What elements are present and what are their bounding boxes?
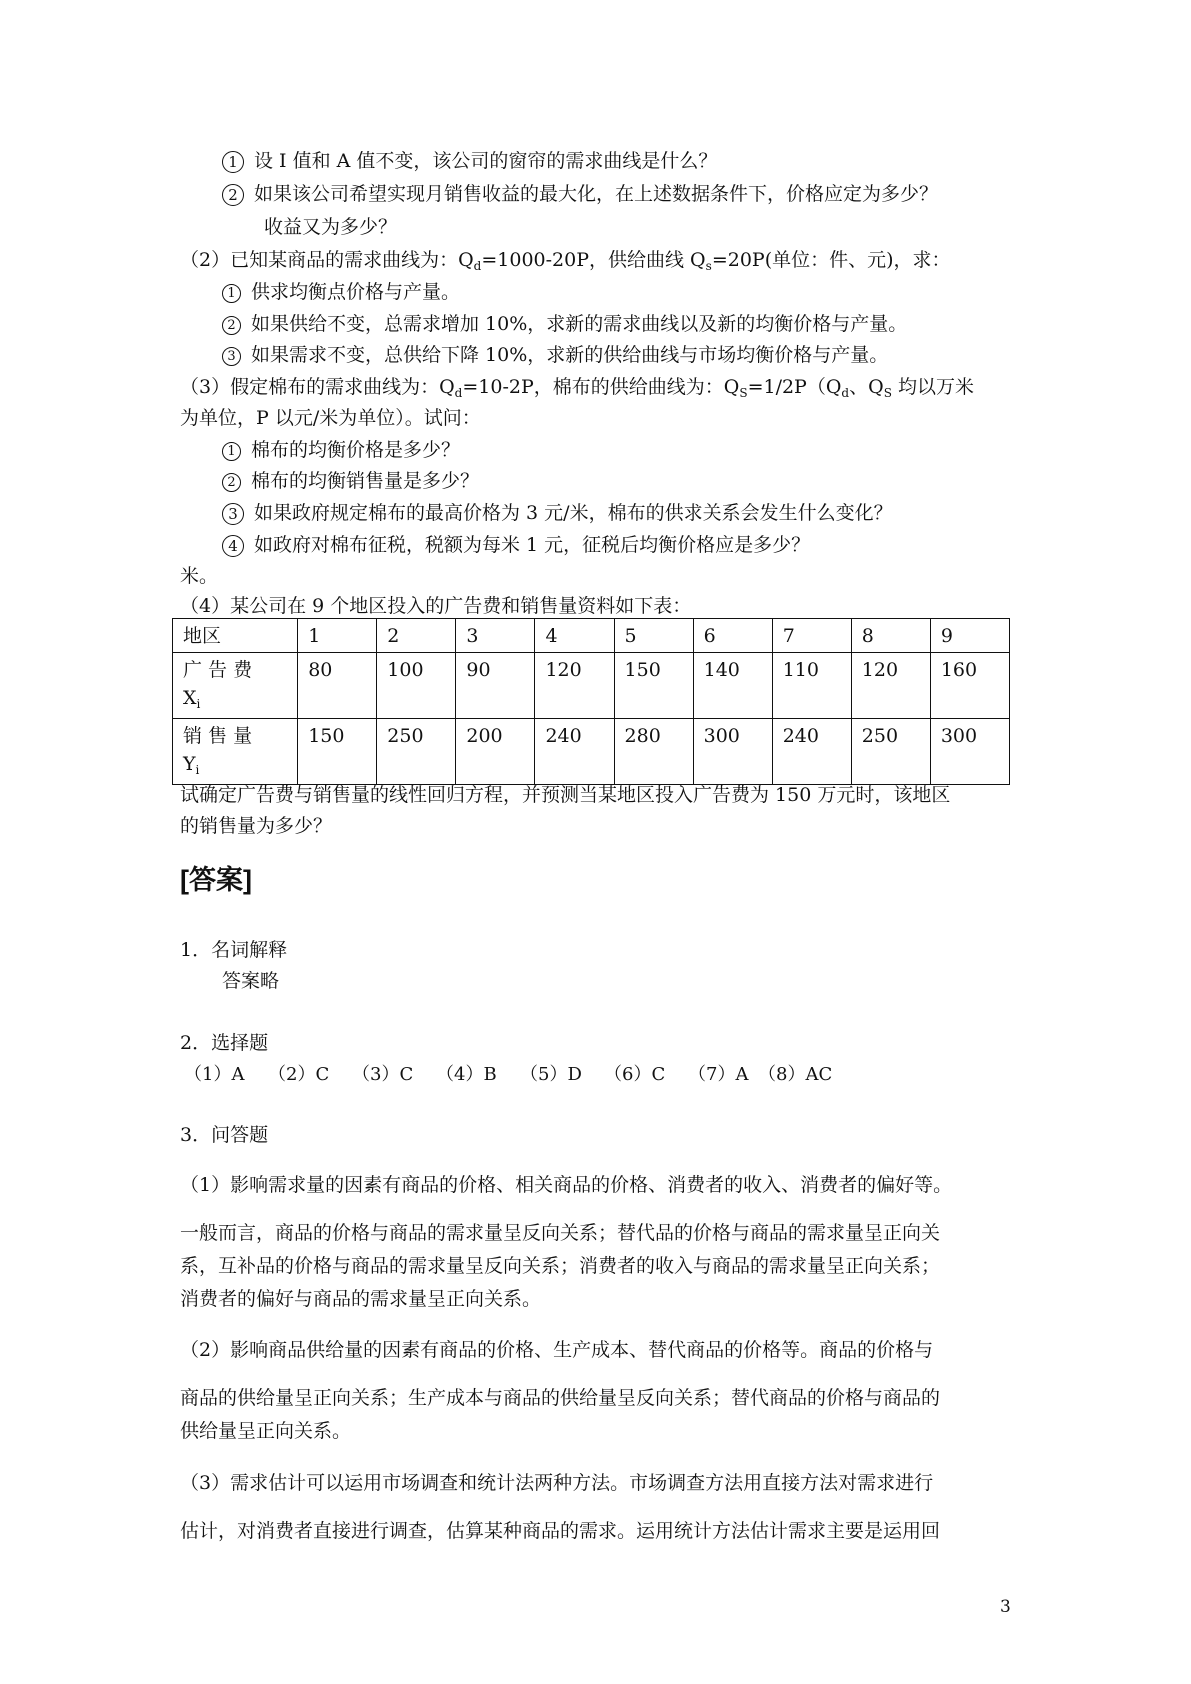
- variable-y: Y: [183, 753, 196, 775]
- table-cell: 160: [930, 653, 1009, 719]
- q3-item-2: [222, 468, 479, 494]
- subscript-d: d: [454, 386, 463, 400]
- answer-p3-line-1: （3）需求估计可以运用市场调查和统计法两种方法。市场调查方法用直接方法对需求进行: [180, 1472, 934, 1494]
- table-cell: 2: [377, 619, 456, 653]
- table-cell: 6: [693, 619, 772, 653]
- circled-number-3: 3: [222, 347, 241, 366]
- answer-p1-line-4: 消费者的偏好与商品的需求量呈正向关系。: [180, 1288, 542, 1310]
- row-label-text: 广 告 费: [183, 659, 253, 681]
- table-row-label: [173, 719, 298, 785]
- q2-stem-part: （2）已知某商品的需求曲线为：Q: [180, 249, 474, 271]
- answer-p2-line-2: 商品的供给量呈正向关系；生产成本与商品的供给量呈反向关系；替代商品的价格与商品的: [180, 1387, 941, 1409]
- section-1-body: 答案略: [222, 970, 280, 992]
- table-cell: 1: [298, 619, 377, 653]
- q2-item-1-text: 供求均衡点价格与产量。: [251, 281, 461, 303]
- q3-stem-part: 、Q: [849, 376, 884, 398]
- q3-stem-part: =1/2P（Q: [747, 376, 842, 398]
- table-cell: 110: [772, 653, 851, 719]
- section-2-title: 2．选择题: [180, 1032, 269, 1054]
- page-number: 3: [1000, 1597, 1011, 1617]
- choice-answers: [0, 1062, 1191, 1088]
- table-cell: 250: [851, 719, 930, 785]
- table-cell: 200: [456, 719, 535, 785]
- subscript-i: i: [195, 763, 200, 777]
- q3-stem-line-2: 为单位，P 以元/米为单位）。试问：: [180, 407, 481, 429]
- q3-item-2-text: 棉布的均衡销售量是多少？: [251, 470, 480, 492]
- circled-number-1: 1: [222, 151, 244, 173]
- q3-stem-part: 均以万米: [891, 376, 974, 398]
- table-cell: 120: [851, 653, 930, 719]
- q3-item-1: [222, 437, 460, 463]
- table-cell: 140: [693, 653, 772, 719]
- q3-tail: 米。: [180, 565, 219, 587]
- circled-number-3: 3: [222, 503, 244, 525]
- choice-answer: （7）A: [688, 1064, 749, 1085]
- circled-number-2: 2: [222, 316, 241, 335]
- q2-item-2: [222, 311, 907, 337]
- q2-item-3-text: 如果需求不变，总供给下降 10%，求新的供给曲线与市场均衡价格与产量。: [251, 344, 889, 366]
- circled-number-4: 4: [222, 535, 244, 557]
- table-header-label: 地区: [173, 619, 298, 653]
- table-row-label: [173, 653, 298, 719]
- table-cell: 4: [535, 619, 614, 653]
- table-cell: 250: [377, 719, 456, 785]
- section-1-title: 1．名词解释: [180, 939, 288, 961]
- q1-item-1-text: 设 I 值和 A 值不变，该公司的窗帘的需求曲线是什么？: [254, 150, 718, 172]
- table-cell: 240: [772, 719, 851, 785]
- choice-answer: （5）D: [520, 1064, 582, 1085]
- circled-number-1: 1: [222, 284, 241, 303]
- section-3-title: 3．问答题: [180, 1124, 269, 1146]
- answer-p2-line-1: （2）影响商品供给量的因素有商品的价格、生产成本、替代商品的价格等。商品的价格与: [180, 1339, 934, 1361]
- q3-stem: [180, 374, 974, 406]
- table-cell: 120: [535, 653, 614, 719]
- q2-stem-part: =1000-20P，供给曲线 Q: [481, 249, 706, 271]
- table-cell: 300: [693, 719, 772, 785]
- answer-p3-line-2: 估计，对消费者直接进行调查，估算某种商品的需求。运用统计方法估计需求主要是运用回: [180, 1520, 941, 1542]
- subscript-S: S: [883, 386, 892, 400]
- q4-intro: （4）某公司在 9 个地区投入的广告费和销售量资料如下表：: [180, 595, 692, 617]
- row-label-variable: [183, 684, 288, 718]
- table-cell: 7: [772, 619, 851, 653]
- q1-item-2-text: 如果该公司希望实现月销售收益的最大化，在上述数据条件下，价格应定为多少？: [254, 183, 939, 205]
- subscript-d: d: [841, 386, 850, 400]
- answer-p1-line-1: （1）影响需求量的因素有商品的价格、相关商品的价格、消费者的收入、消费者的偏好等。: [180, 1174, 953, 1196]
- q2-item-1: [222, 279, 460, 305]
- variable-x: X: [183, 687, 197, 709]
- table-cell: 90: [456, 653, 535, 719]
- row-label-text: 销 售 量: [183, 725, 253, 747]
- subscript-s: s: [705, 259, 712, 273]
- row-label-variable: [183, 750, 288, 784]
- q3-item-4-text: 如政府对棉布征税，税额为每米 1 元，征税后均衡价格应是多少？: [254, 534, 811, 556]
- table-row-sales: [173, 719, 1010, 785]
- q3-item-3-text: 如果政府规定棉布的最高价格为 3 元/米，棉布的供求关系会发生什么变化？: [254, 502, 893, 524]
- q4-question-line-1: 试确定广告费与销售量的线性回归方程，并预测当某地区投入广告费为 150 万元时，该地区: [180, 784, 951, 806]
- choice-answer: （3）C: [352, 1064, 414, 1085]
- q2-item-3: [222, 342, 888, 368]
- circled-number-2: 2: [222, 473, 241, 492]
- table-row-header: [173, 619, 1010, 653]
- table-cell: 8: [851, 619, 930, 653]
- choice-answer: （4）B: [436, 1064, 497, 1085]
- q2-stem: [180, 247, 951, 279]
- q4-question-line-2: 的销售量为多少？: [180, 815, 333, 837]
- q3-item-4: [222, 532, 810, 558]
- q1-item-1: [222, 148, 717, 174]
- subscript-d: d: [473, 259, 482, 273]
- answer-p1-line-3: 系，互补品的价格与商品的需求量呈反向关系；消费者的收入与商品的需求量呈正向关系；: [180, 1255, 941, 1277]
- choice-answer: （1）A: [184, 1064, 245, 1085]
- answer-p1-line-2: 一般而言，商品的价格与商品的需求量呈反向关系；替代品的价格与商品的需求量呈正向关: [180, 1222, 941, 1244]
- table-cell: 80: [298, 653, 377, 719]
- table-cell: 100: [377, 653, 456, 719]
- q3-item-3: [222, 500, 893, 526]
- q2-stem-part: =20P(单位：件、元)，求：: [711, 249, 951, 271]
- q3-stem-part: =10-2P，棉布的供给曲线为：Q: [462, 376, 740, 398]
- circled-number-1: 1: [222, 442, 241, 461]
- circled-number-2: 2: [222, 184, 244, 206]
- table-cell: 150: [614, 653, 693, 719]
- q2-item-2-text: 如果供给不变，总需求增加 10%，求新的需求曲线以及新的均衡价格与产量。: [251, 313, 908, 335]
- choice-answer: （6）C: [604, 1064, 666, 1085]
- subscript-i: i: [196, 697, 201, 711]
- subscript-S: S: [739, 386, 748, 400]
- ad-sales-table: [172, 618, 1010, 785]
- q3-item-1-text: 棉布的均衡价格是多少？: [251, 439, 461, 461]
- table-cell: 300: [930, 719, 1009, 785]
- choice-answer: （2）C: [268, 1064, 330, 1085]
- answer-p2-line-3: 供给量呈正向关系。: [180, 1420, 352, 1442]
- choice-answer: （8）AC: [758, 1064, 833, 1085]
- q1-item-2: [222, 181, 938, 207]
- table-cell: 3: [456, 619, 535, 653]
- table-cell: 5: [614, 619, 693, 653]
- table-cell: 240: [535, 719, 614, 785]
- q1-item-2-continued: 收益又为多少？: [264, 216, 398, 238]
- answer-heading: [答案]: [180, 865, 252, 895]
- table-cell: 9: [930, 619, 1009, 653]
- table-cell: 280: [614, 719, 693, 785]
- q3-stem-part: （3）假定棉布的需求曲线为：Q: [180, 376, 455, 398]
- table-cell: 150: [298, 719, 377, 785]
- table-row-ad-cost: [173, 653, 1010, 719]
